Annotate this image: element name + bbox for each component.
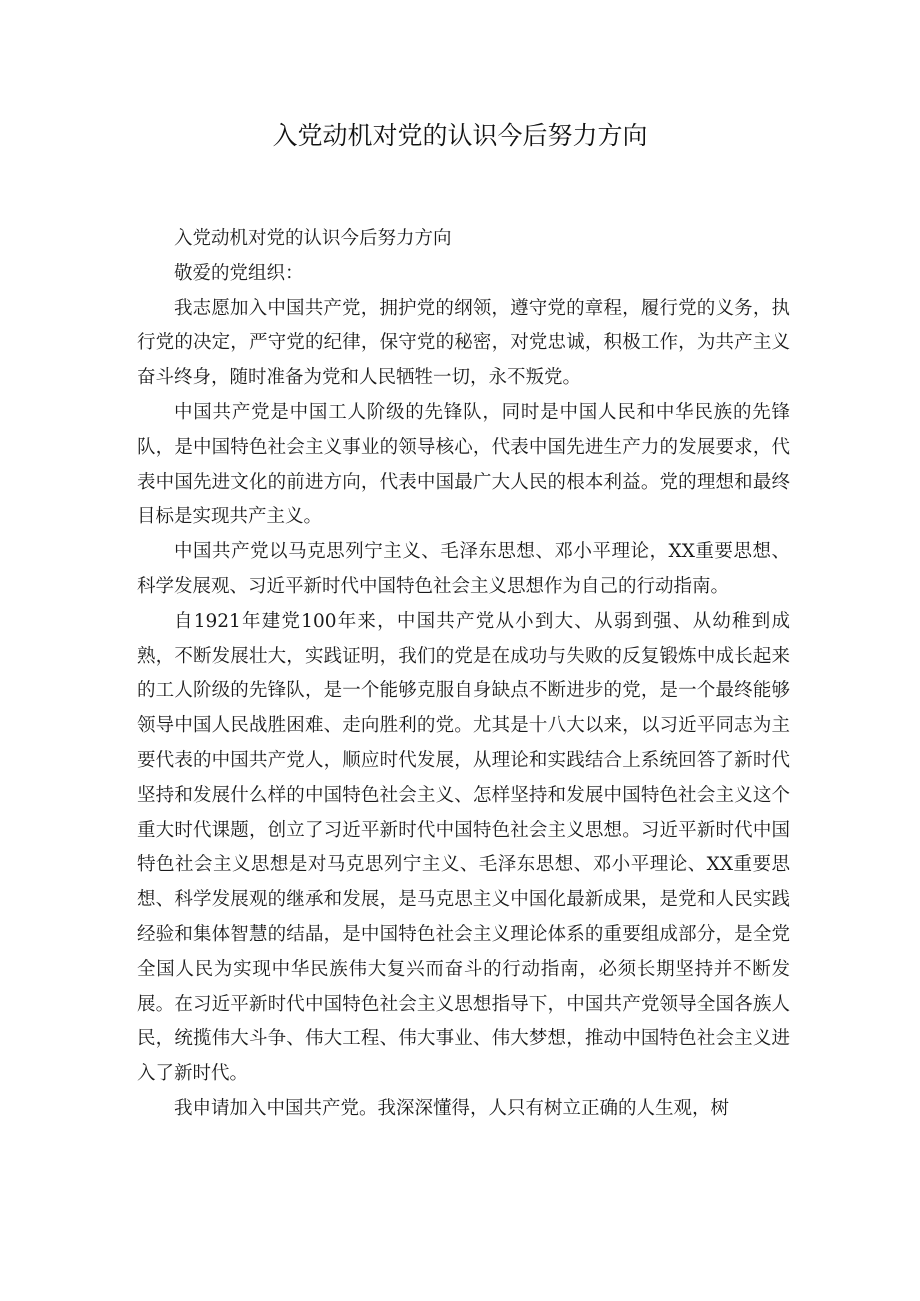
- body-paragraph-application: 我申请加入中国共产党。我深深懂得，人只有树立正确的人生观，树: [174, 1097, 730, 1119]
- body-paragraph-history: 自1921年建党100年来，中国共产党从小到大、从弱到强、从幼稚到成熟，不断发展壮大，实践证明，我们的党是在成功与失败的反复锻炼中成长起来的工人阶级的先锋队，是一个能够克服自身缺点不断进步的党，是一个最终能够领导中国人民战胜困难、走向胜利的党。尤其是十八大以来，以习近平同志为主要代表的中国共产党人，顺应时代发展，从理论和实践结合上系统回答了新时代坚持和发展什么样的中国特色社会主义、怎样坚持和发展中国特色社会主义这个重大时代课题，创立了习近平新时代中国特色社会主义思想。习近平新时代中国特色社会主义思想是对马克思列宁主义、毛泽东思想、邓小平理论、XX重要思想、科学发展观的继承和发展，是马克思主义中国化最新成果，是党和人民实践经验和集体智慧的结晶，是中国特色社会主义理论体系的重要组成部分，是全党全国人民为实现中华民族伟大复兴而奋斗的行动指南，必须长期坚持并不断发展。在习近平新时代中国特色社会主义思想指导下，中国共产党领导全国各族人民，统揽伟大斗争、伟大工程、伟大事业、伟大梦想，推动中国特色社会主义进入了新时代。: [137, 610, 790, 1085]
- body-paragraph-salutation: 敬爱的党组织：: [174, 262, 304, 284]
- document-body: [137, 222, 790, 1127]
- body-paragraph-party-nature: 中国共产党是中国工人阶级的先锋队，同时是中国人民和中华民族的先锋队，是中国特色社会主义事业的领导核心，代表中国先进生产力的发展要求，代表中国先进文化的前进方向，代表中国最广大人民的根本利益。党的理想和最终目标是实现共产主义。: [137, 401, 790, 528]
- body-paragraph-pledge: 我志愿加入中国共产党，拥护党的纲领，遵守党的章程，履行党的义务，执行党的决定，严守党的纪律，保守党的秘密，对党忠诚，积极工作，为共产主义奋斗终身，随时准备为党和人民牺牲一切，永不叛党。: [137, 297, 790, 389]
- body-paragraph-heading-repeat: 入党动机对党的认识今后努力方向: [174, 228, 452, 249]
- body-paragraph-guiding-thought: 中国共产党以马克思列宁主义、毛泽东思想、邓小平理论，XX重要思想、科学发展观、习近平新时代中国特色社会主义思想作为自己的行动指南。: [137, 541, 790, 597]
- document-title: 入党动机对党的认识今后努力方向: [272, 121, 648, 150]
